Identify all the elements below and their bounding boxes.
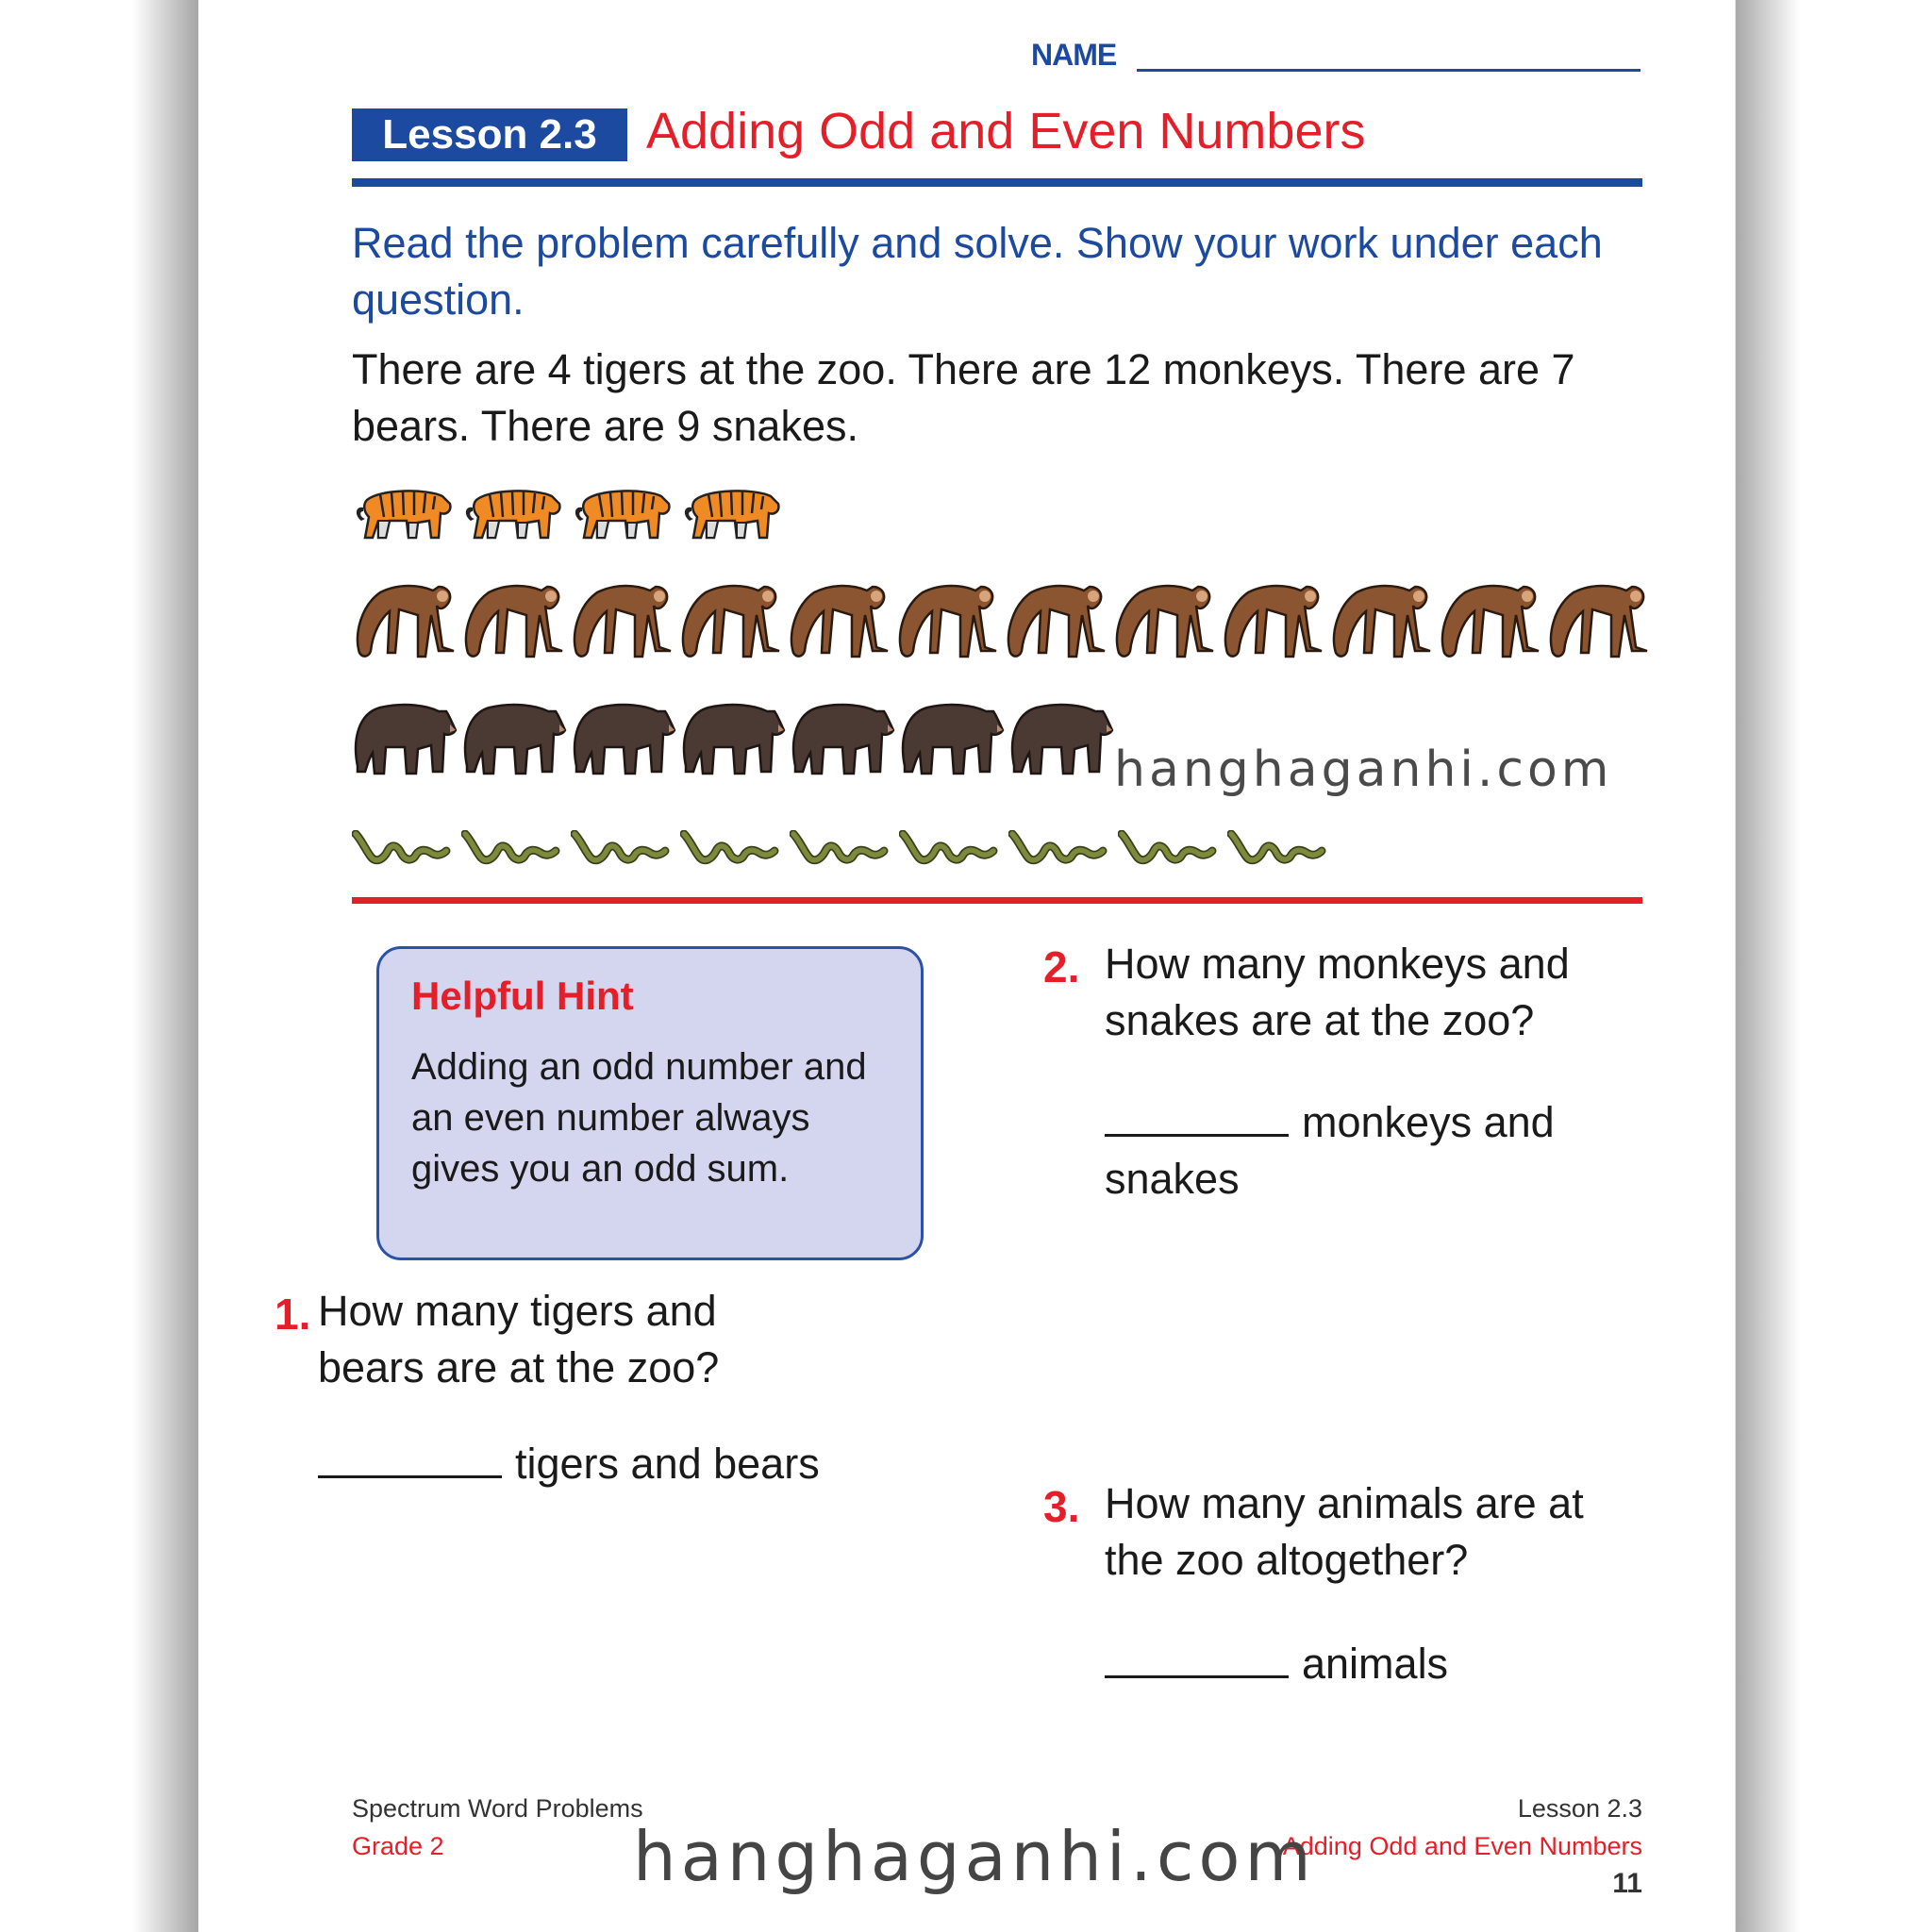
- monkey-icon: [1545, 577, 1652, 660]
- monkey-icon: [569, 577, 675, 660]
- snake-icon: [461, 830, 561, 872]
- answer-suffix: tigers and bears: [515, 1440, 820, 1488]
- question-number: 2.: [1043, 942, 1080, 991]
- watermark: hanghaganhi.com: [1114, 741, 1613, 798]
- tiger-icon: [680, 479, 786, 545]
- bear-icon: [352, 700, 458, 777]
- snake-icon: [352, 830, 452, 872]
- watermark: hanghaganhi.com: [633, 1817, 1316, 1896]
- monkey-row: [352, 577, 1652, 660]
- bear-row: [352, 700, 1114, 777]
- tiger-icon: [461, 479, 567, 545]
- monkey-icon: [352, 577, 458, 660]
- monkey-icon: [786, 577, 892, 660]
- footer-lesson-title: Adding Odd and Even Numbers: [1282, 1832, 1642, 1860]
- page-shadow-right: [1734, 0, 1800, 1932]
- name-label: NAME: [1031, 38, 1117, 72]
- helpful-hint-box: [376, 946, 924, 1260]
- header-divider: [352, 178, 1642, 187]
- tiger-row: [352, 479, 786, 545]
- snake-icon: [680, 830, 780, 872]
- instructions: Read the problem carefully and solve. Show your work under each question.: [352, 219, 1603, 324]
- answer-blank[interactable]: [1105, 1133, 1289, 1137]
- name-field[interactable]: [1137, 69, 1641, 72]
- snake-icon: [1008, 830, 1108, 872]
- snake-icon: [1227, 830, 1327, 872]
- page-number: 11: [1612, 1868, 1642, 1899]
- bear-icon: [680, 700, 786, 777]
- answer-blank[interactable]: [1105, 1674, 1289, 1678]
- answer-line: [318, 1436, 820, 1492]
- snake-icon: [1118, 830, 1218, 872]
- question-text: [1105, 1475, 1584, 1589]
- hint-title: Helpful Hint: [411, 974, 634, 1018]
- answer-suffix: monkeys and: [1302, 1098, 1555, 1146]
- bear-icon: [790, 700, 895, 777]
- hint-body: Adding an odd number and an even number always gives you an odd sum.: [411, 1046, 867, 1190]
- answer-line: [1105, 1636, 1448, 1692]
- footer-lesson: Lesson 2.3: [1517, 1794, 1642, 1823]
- answer-line: [1105, 1094, 1555, 1208]
- section-divider: [352, 897, 1642, 904]
- answer-blank[interactable]: [318, 1474, 502, 1478]
- question-text-line: bears are at the zoo?: [318, 1343, 720, 1391]
- monkey-icon: [677, 577, 784, 660]
- monkey-icon: [1003, 577, 1109, 660]
- monkey-icon: [460, 577, 567, 660]
- question-text-line: How many monkeys and: [1105, 940, 1570, 988]
- bear-icon: [461, 700, 567, 777]
- question-text-line: snakes are at the zoo?: [1105, 996, 1535, 1044]
- snake-icon: [899, 830, 999, 872]
- question-text-line: the zoo altogether?: [1105, 1536, 1469, 1584]
- lesson-badge: Lesson 2.3: [352, 108, 627, 161]
- monkey-icon: [1111, 577, 1218, 660]
- monkey-icon: [894, 577, 1001, 660]
- tiger-icon: [352, 479, 458, 545]
- bear-icon: [899, 700, 1005, 777]
- tiger-icon: [571, 479, 676, 545]
- problem-statement: There are 4 tigers at the zoo. There are 12 monkeys. There are 7 bears. There are 9 snakes.: [352, 345, 1575, 450]
- question-number: 1.: [275, 1290, 311, 1339]
- footer-grade: Grade 2: [352, 1832, 444, 1860]
- monkey-icon: [1328, 577, 1435, 660]
- bear-icon: [571, 700, 676, 777]
- question-number: 3.: [1043, 1482, 1080, 1531]
- lesson-title: Adding Odd and Even Numbers: [646, 103, 1366, 159]
- bear-icon: [1008, 700, 1114, 777]
- question-text-line: How many animals are at: [1105, 1479, 1584, 1527]
- snake-row: [352, 830, 1327, 872]
- snake-icon: [790, 830, 890, 872]
- footer-book-title: Spectrum Word Problems: [352, 1794, 643, 1823]
- monkey-icon: [1220, 577, 1326, 660]
- question-text: [318, 1283, 719, 1396]
- monkey-icon: [1437, 577, 1543, 660]
- question-text-line: How many tigers and: [318, 1287, 717, 1335]
- question-text: [1105, 936, 1570, 1049]
- page-shadow-left: [132, 0, 198, 1932]
- snake-icon: [571, 830, 671, 872]
- answer-suffix-line2: snakes: [1105, 1155, 1240, 1203]
- worksheet-page: [198, 0, 1736, 1932]
- answer-suffix: animals: [1302, 1640, 1449, 1688]
